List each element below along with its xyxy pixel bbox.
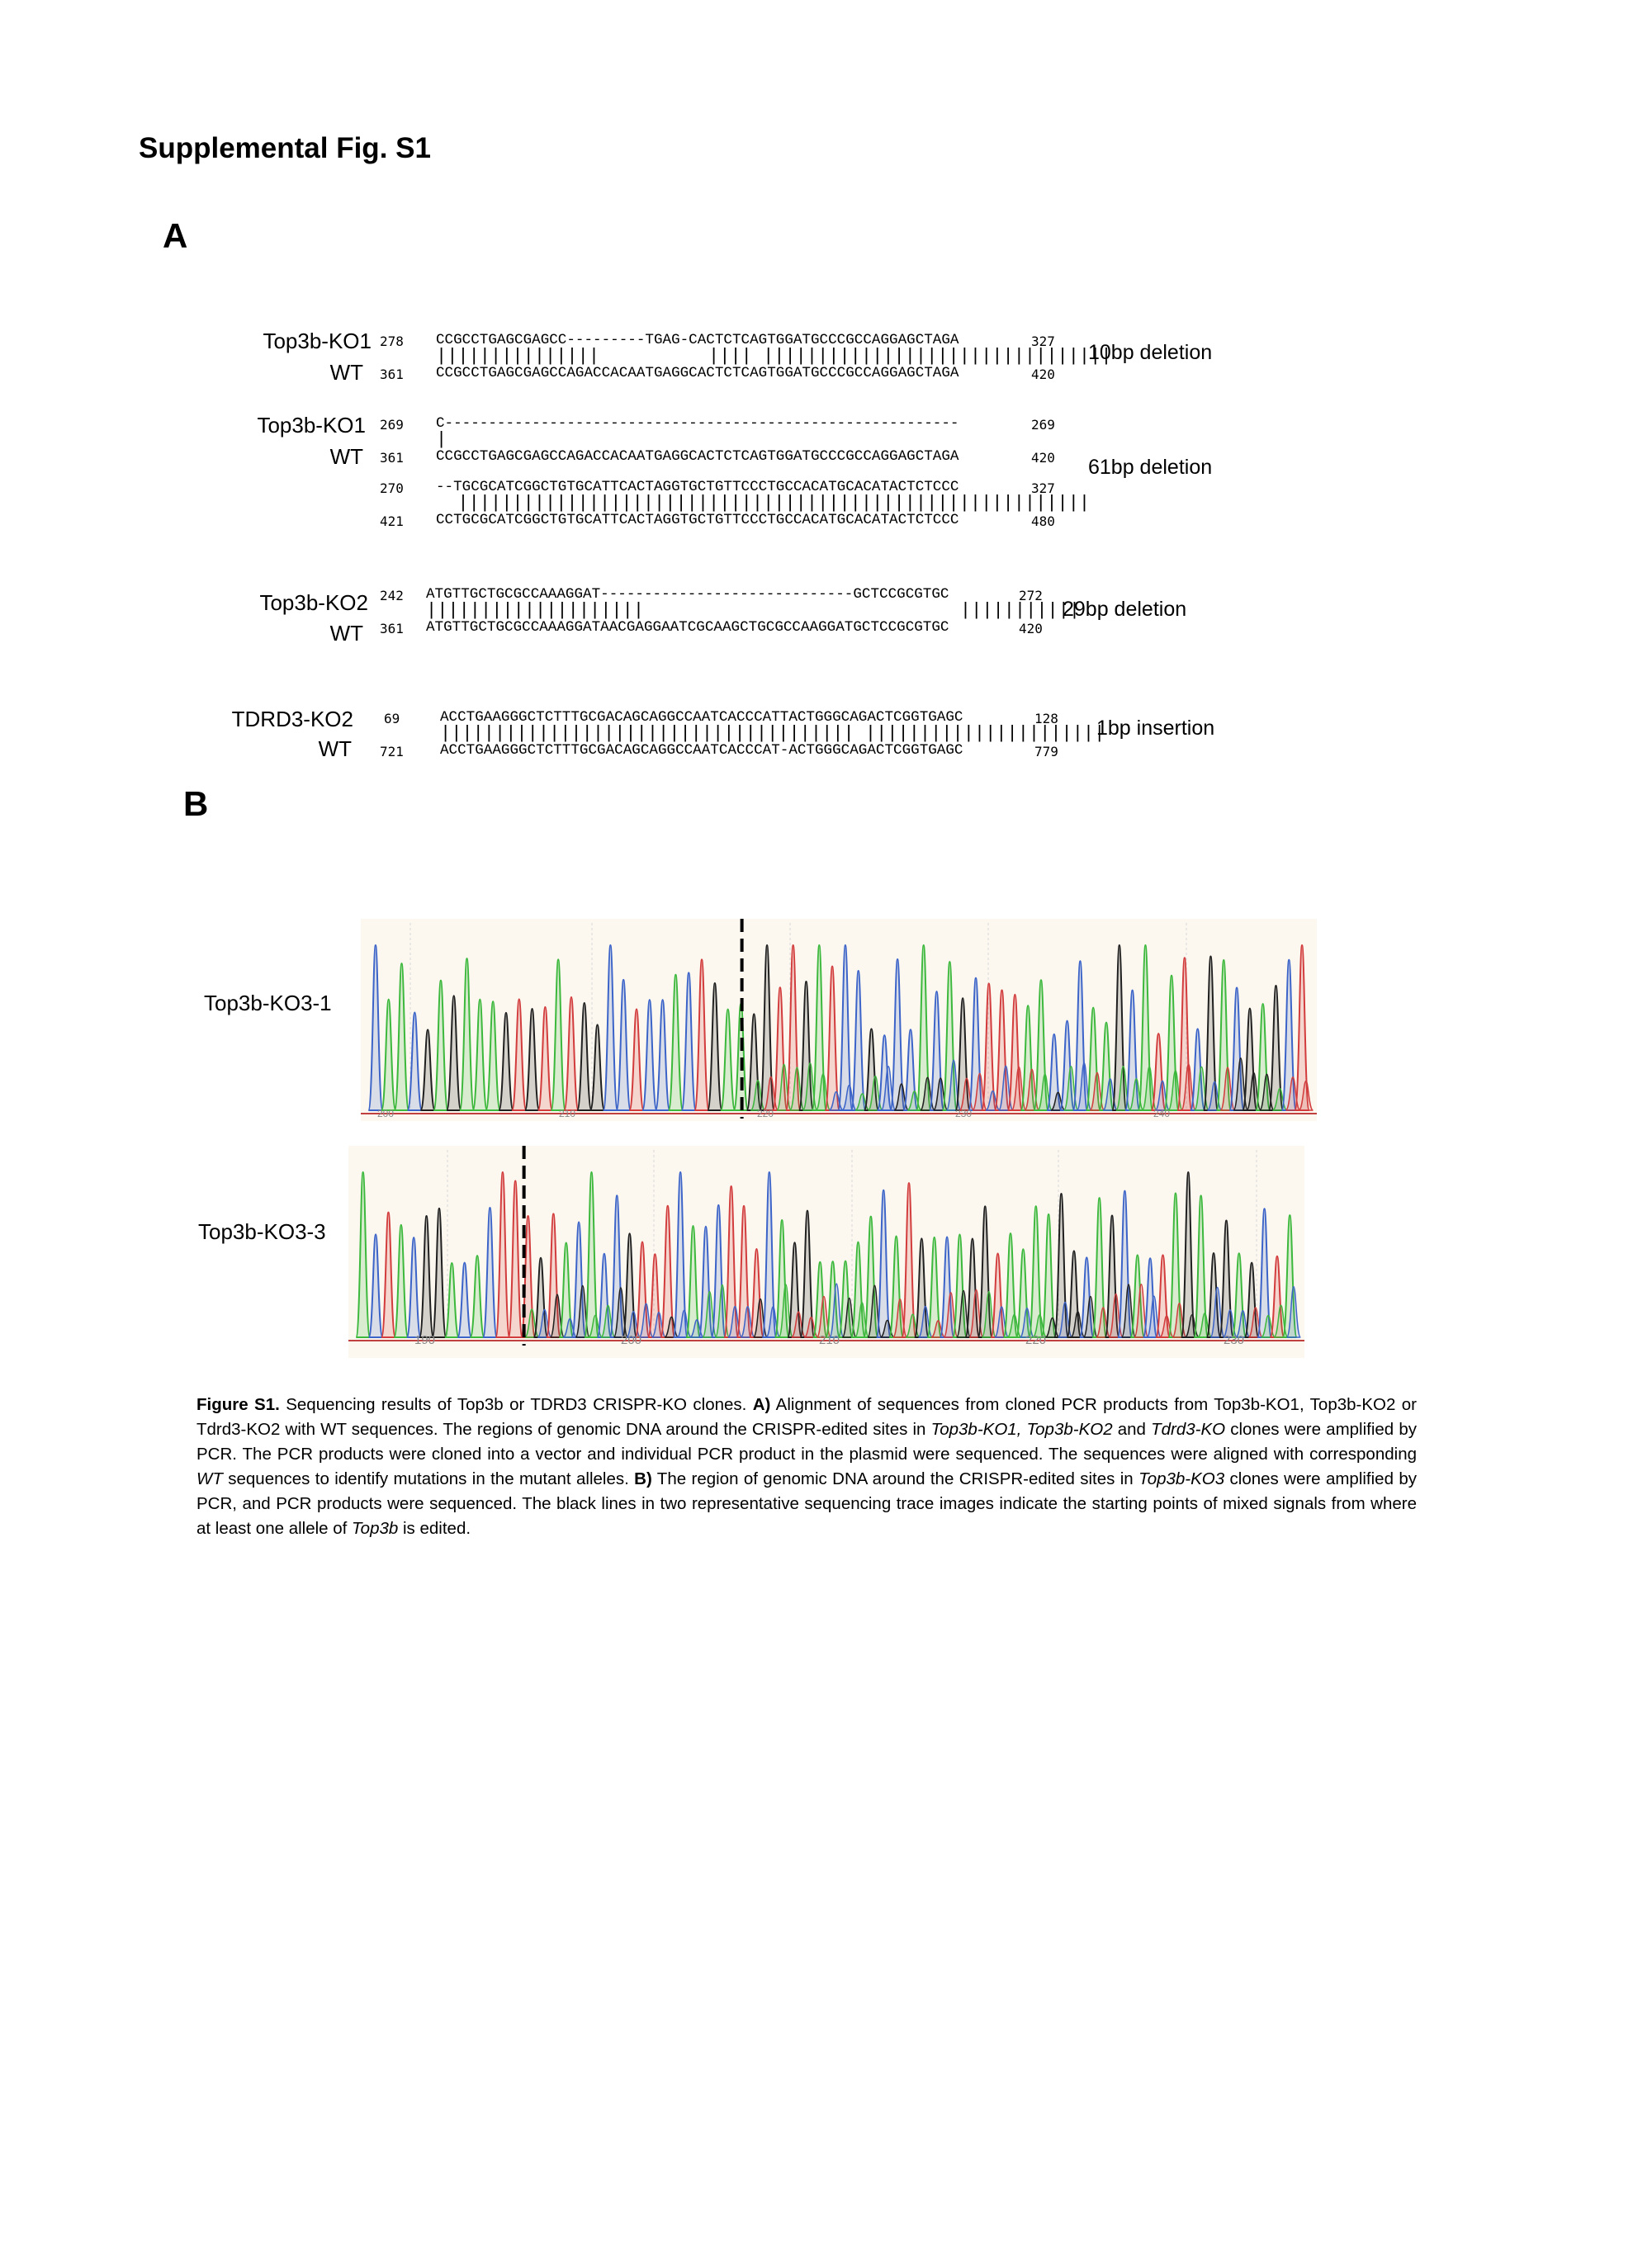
trace-peak bbox=[525, 1009, 539, 1110]
trace-peak bbox=[433, 981, 447, 1110]
query-sequence: C----------------------------------------------------------- bbox=[436, 415, 959, 432]
trace-peak bbox=[1181, 1172, 1195, 1337]
trace-peak bbox=[408, 1013, 422, 1110]
trace-peak bbox=[381, 1000, 395, 1110]
trace-peak bbox=[419, 1216, 433, 1337]
trace-tick-label: 220 bbox=[757, 1108, 774, 1119]
trace-peak bbox=[708, 983, 722, 1110]
trace-peak bbox=[851, 971, 865, 1110]
trace-peak bbox=[356, 1172, 370, 1337]
query-sequence: ATGTTGCTGCGCCAAAGGAT-----------------------------GCTCCGCGTGC bbox=[426, 586, 949, 603]
sequencing-trace-ko3-3 bbox=[348, 1146, 1304, 1358]
trace-peak bbox=[590, 1024, 604, 1110]
caption-fig-label: Figure S1. bbox=[196, 1395, 280, 1414]
sequencing-trace-ko3-1 bbox=[361, 919, 1317, 1121]
chromatogram-ko3-1 bbox=[361, 919, 1317, 1121]
trace-peak bbox=[656, 1000, 670, 1110]
trace-peak bbox=[447, 996, 461, 1110]
ref-sequence: CCGCCTGAGCGAGCCAGACCACAATGAGGCACTCTCAGTGGATGCCCGCCAGGAGCTAGA bbox=[436, 365, 959, 381]
ref-sequence: CCGCCTGAGCGAGCCAGACCACAATGAGGCACTCTCAGTGGATGCCCGCCAGGAGCTAGA bbox=[436, 448, 959, 465]
caption-text: clones were amplified by PCR. The PCR products were cloned into a vector and individual PCR product in the plasmid were sequenced. The sequences were aligned with corresponding bbox=[196, 1420, 1417, 1464]
ref-end: 779 bbox=[1034, 744, 1058, 759]
trace-peak bbox=[642, 1000, 656, 1110]
trace-peak bbox=[483, 1208, 497, 1337]
caption-text: Alignment of sequences from cloned PCR products from Top3b-KO1, Top3b-KO2 or Tdrd3-KO2 with WT sequences. The regions of genomic DNA around the CRISPR-edited sites in bbox=[196, 1395, 1418, 1439]
trace-tick-label: 190 bbox=[414, 1333, 436, 1347]
trace-tick-label: 230 bbox=[1224, 1333, 1245, 1347]
trace-peak bbox=[381, 1213, 395, 1337]
trace-peak bbox=[509, 1181, 523, 1337]
caption-italic: Top3b-KO1, Top3b-KO2 bbox=[930, 1420, 1113, 1439]
match-bars: |||||||||||||||||||||||||||||||||||||||||||||||||||||||||| bbox=[436, 493, 1091, 513]
query-start: 278 bbox=[380, 334, 404, 349]
caption-b-label: B) bbox=[634, 1469, 652, 1488]
trace-peak bbox=[368, 945, 382, 1110]
ref-label: WT bbox=[318, 736, 352, 761]
trace-peak bbox=[877, 1190, 891, 1337]
query-start: 242 bbox=[380, 588, 404, 603]
trace-tick-label: 210 bbox=[559, 1108, 576, 1119]
trace-peak bbox=[669, 975, 683, 1110]
ref-end: 420 bbox=[1031, 450, 1055, 466]
mutation-note: 61bp deletion bbox=[1088, 456, 1213, 479]
caption-a-label: A) bbox=[752, 1395, 771, 1414]
caption-italic: Tdrd3-KO bbox=[1151, 1420, 1226, 1439]
query-end: 272 bbox=[1019, 588, 1043, 603]
query-end: 327 bbox=[1031, 334, 1055, 349]
trace-peak bbox=[551, 959, 565, 1110]
trace-tick-label: 230 bbox=[955, 1108, 973, 1119]
caption-italic: Top3b bbox=[352, 1519, 399, 1538]
trace-peak bbox=[394, 1225, 408, 1337]
figure-caption bbox=[196, 1393, 1417, 1541]
caption-italic: Top3b-KO3 bbox=[1138, 1469, 1225, 1488]
query-start: 69 bbox=[384, 711, 400, 726]
ref-label: WT bbox=[329, 444, 363, 469]
trace-peak bbox=[433, 1209, 447, 1337]
trace-tick-label: 200 bbox=[377, 1108, 395, 1119]
caption-text: sequences to identify mutations in the mutant alleles. bbox=[222, 1469, 635, 1488]
trace-peak bbox=[564, 997, 578, 1110]
ref-start: 361 bbox=[380, 367, 404, 382]
trace-peak bbox=[499, 1013, 513, 1110]
ref-start: 361 bbox=[380, 450, 404, 466]
trace-peak bbox=[682, 972, 696, 1110]
ref-start: 721 bbox=[380, 744, 404, 759]
caption-text: Sequencing results of Top3b or TDRD3 CRISPR-KO clones. bbox=[279, 1395, 753, 1414]
trace-peak bbox=[471, 1256, 485, 1337]
trace-peak bbox=[407, 1237, 421, 1337]
caption-text: clones were amplified by PCR, and PCR products were sequenced. The black lines in two representative sequencing trace images indicate the starting points of mixed signals from where at least one allele of bbox=[196, 1469, 1417, 1538]
match-bars: |||||||||||||||||||||||||||||||||||||| |||||||||||||||||||||| bbox=[440, 723, 1105, 744]
trace-peak bbox=[902, 1183, 916, 1337]
query-label: Top3b-KO1 bbox=[263, 329, 372, 353]
trace-label-ko3-3: Top3b-KO3-3 bbox=[198, 1219, 326, 1244]
trace-peak bbox=[617, 980, 631, 1110]
match-bars: ||||||||||||||| |||| |||||||||||||||||||||||||||||||| bbox=[436, 346, 1112, 367]
caption-text: is edited. bbox=[398, 1519, 471, 1538]
trace-peak bbox=[629, 1010, 643, 1110]
ref-sequence: ATGTTGCTGCGCCAAAGGATAACGAGGAATCGCAAGCTGCGCCAAGGATGCTCCGCGTGC bbox=[426, 619, 949, 636]
ref-start: 361 bbox=[380, 621, 404, 636]
query-sequence: --TGCGCATCGGCTGTGCATTCACTAGGTGCTGTTCCCTGCCACATGCACATACTCTCCC bbox=[436, 479, 959, 495]
trace-peak bbox=[495, 1172, 509, 1337]
query-sequence: CCGCCTGAGCGAGCC---------TGAG-CACTCTCAGTGGATGCCCGCCAGGAGCTAGA bbox=[436, 332, 959, 348]
trace-label-ko3-1: Top3b-KO3-1 bbox=[204, 991, 332, 1015]
trace-peak bbox=[585, 1172, 599, 1337]
query-start: 269 bbox=[380, 417, 404, 433]
panel-a-label: A bbox=[163, 216, 188, 255]
trace-peak bbox=[538, 1007, 552, 1110]
query-end: 128 bbox=[1034, 711, 1058, 726]
trace-peak bbox=[577, 1003, 591, 1110]
trace-peak bbox=[721, 1010, 735, 1110]
caption-italic: WT bbox=[196, 1469, 223, 1488]
trace-peak bbox=[694, 959, 708, 1110]
trace-tick-label: 240 bbox=[1153, 1108, 1171, 1119]
query-label: Top3b-KO2 bbox=[259, 590, 368, 615]
query-start: 270 bbox=[380, 480, 404, 496]
query-sequence: ACCTGAAGGGCTCTTTGCGACAGCAGGCCAATCACCCATTACTGGGCAGACTCGGTGAGC bbox=[440, 709, 963, 726]
ref-end: 420 bbox=[1031, 367, 1055, 382]
trace-peak bbox=[512, 999, 526, 1110]
ref-sequence: ACCTGAAGGGCTCTTTGCGACAGCAGGCCAATCACCCAT-ACTGGGCAGACTCGGTGAGC bbox=[440, 742, 963, 759]
mutation-note: 10bp deletion bbox=[1088, 341, 1213, 364]
ref-label: WT bbox=[329, 621, 363, 646]
ref-label: WT bbox=[329, 360, 363, 385]
trace-peak bbox=[982, 983, 996, 1110]
ref-end: 480 bbox=[1031, 513, 1055, 529]
panel-b-label: B bbox=[183, 784, 209, 823]
ref-end: 420 bbox=[1019, 621, 1043, 636]
match-bars: |||||||||||||||||||| ||||||||||| bbox=[426, 600, 1081, 621]
trace-peak bbox=[460, 958, 474, 1110]
trace-peak bbox=[445, 1263, 459, 1337]
trace-peak bbox=[838, 945, 852, 1110]
query-end: 327 bbox=[1031, 480, 1055, 496]
trace-peak bbox=[473, 1000, 487, 1110]
match-bars: | bbox=[436, 429, 447, 450]
trace-peak bbox=[457, 1263, 471, 1337]
ref-start: 421 bbox=[380, 513, 404, 529]
trace-peak bbox=[825, 967, 839, 1110]
caption-text: The region of genomic DNA around the CRISPR-edited sites in bbox=[651, 1469, 1139, 1488]
mutation-note: 1bp insertion bbox=[1096, 717, 1215, 740]
trace-peak bbox=[604, 945, 618, 1110]
trace-peak bbox=[420, 1029, 434, 1110]
chromatogram-ko3-3 bbox=[348, 1146, 1304, 1358]
mutation-note: 29bp deletion bbox=[1063, 598, 1187, 621]
query-label: TDRD3-KO2 bbox=[231, 707, 353, 731]
query-end: 269 bbox=[1031, 417, 1055, 433]
trace-tick-label: 210 bbox=[819, 1333, 840, 1347]
trace-tick-label: 220 bbox=[1025, 1333, 1047, 1347]
trace-tick-label: 200 bbox=[621, 1333, 642, 1347]
figure-title: Supplemental Fig. S1 bbox=[139, 132, 431, 164]
trace-peak bbox=[369, 1234, 383, 1337]
query-label: Top3b-KO1 bbox=[257, 413, 366, 438]
trace-peak bbox=[395, 963, 409, 1110]
caption-text: and bbox=[1112, 1420, 1152, 1439]
ref-sequence: CCTGCGCATCGGCTGTGCATTCACTAGGTGCTGTTCCCTGCCACATGCACATACTCTCCC bbox=[436, 512, 959, 528]
trace-peak bbox=[485, 1001, 499, 1110]
